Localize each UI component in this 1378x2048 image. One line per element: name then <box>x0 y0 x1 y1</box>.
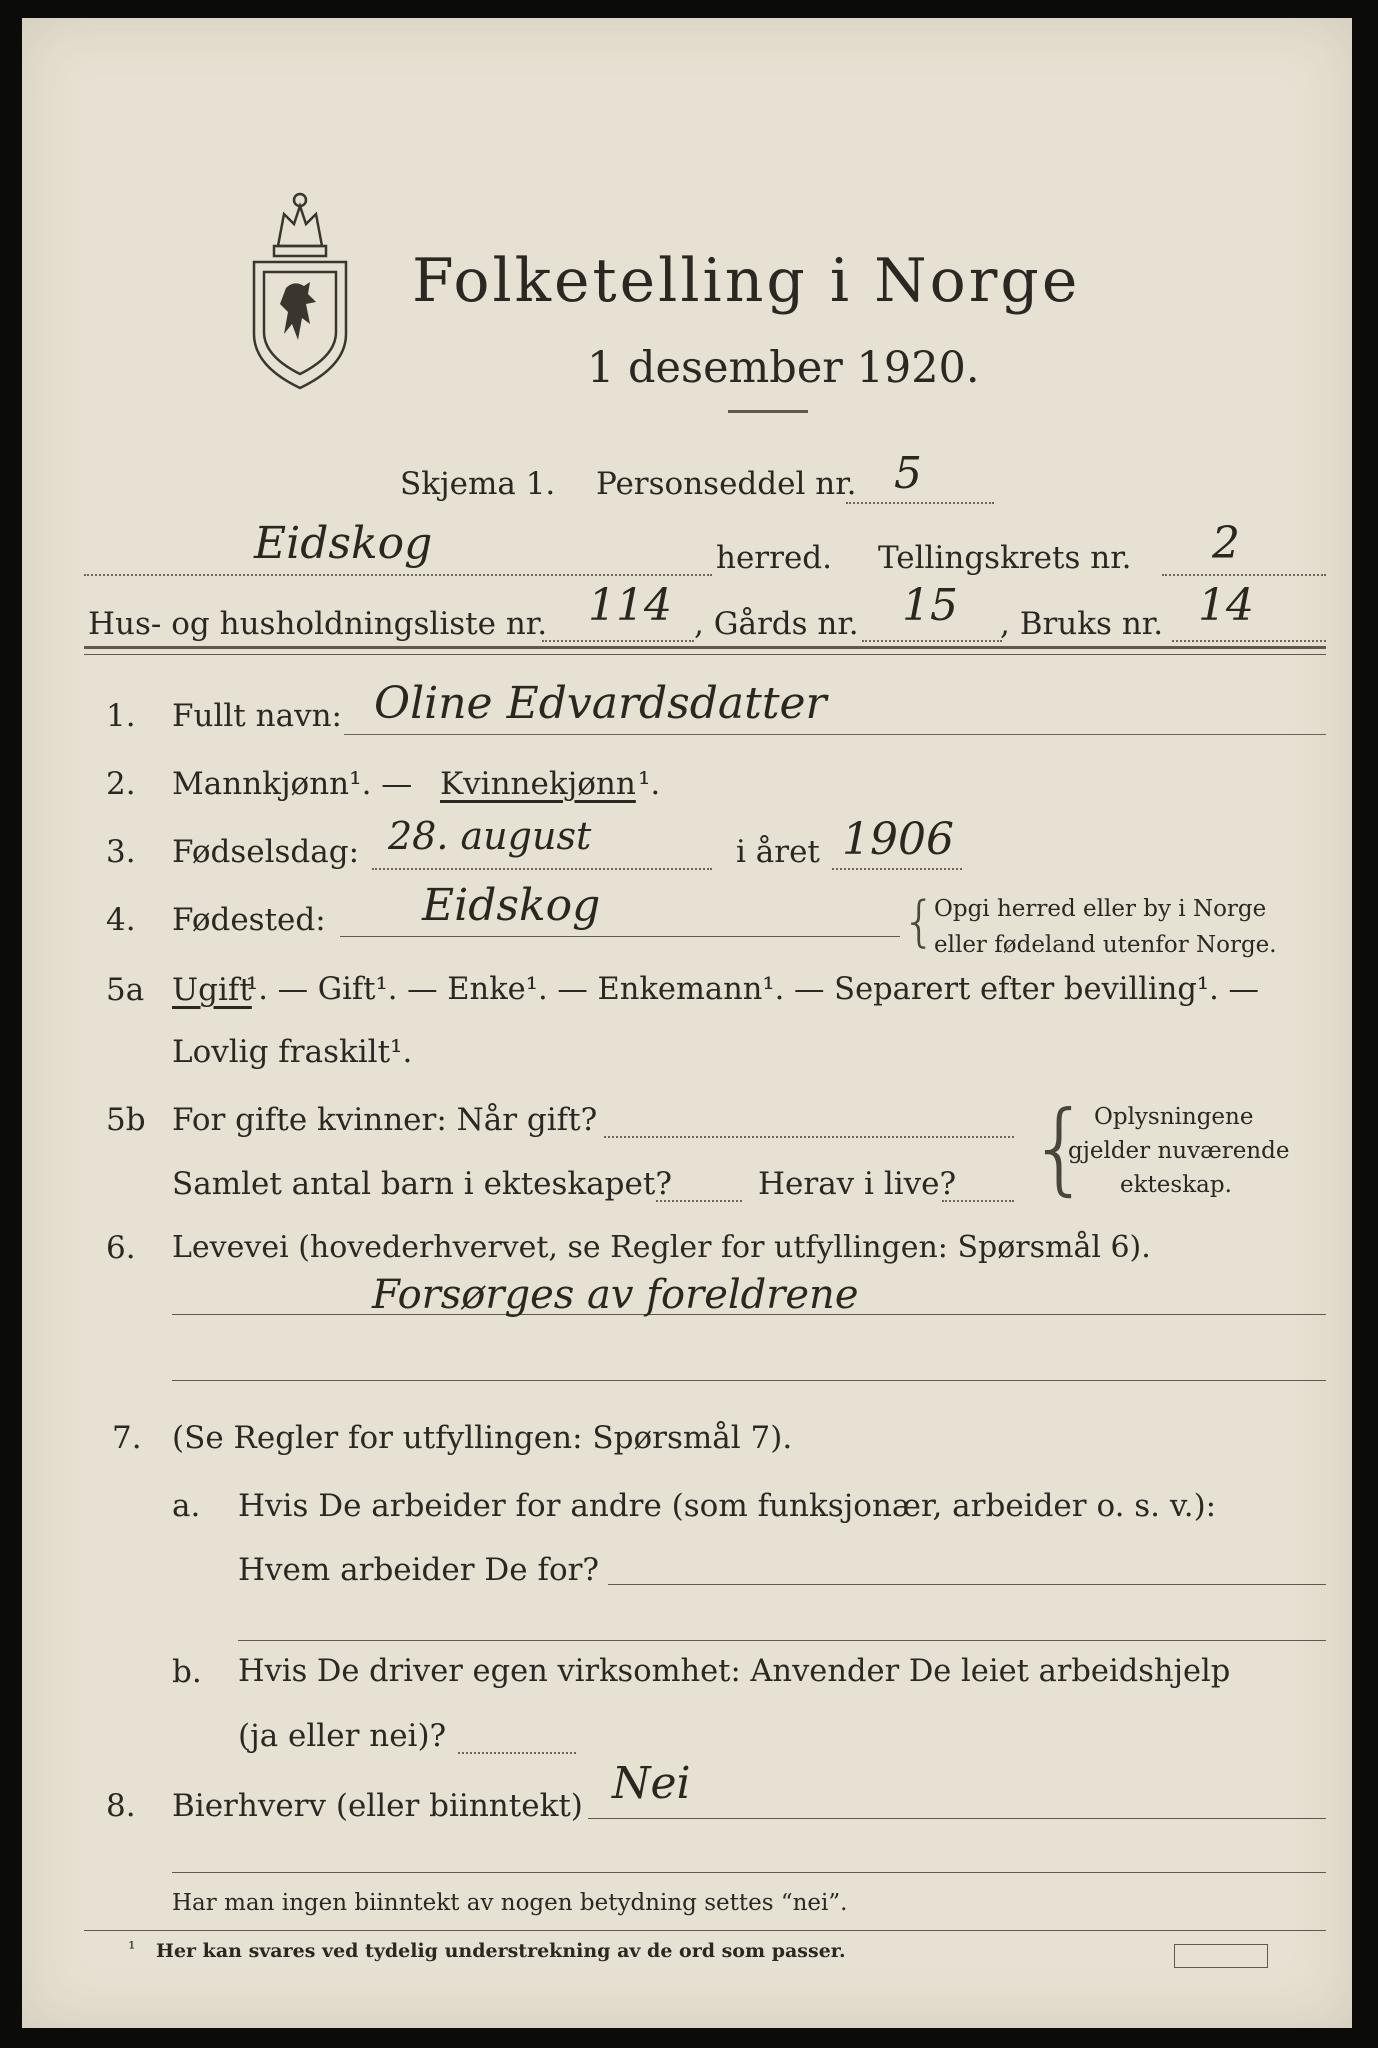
q4-note-line1: Opgi herred eller by i Norge <box>934 896 1267 922</box>
q3-year-line <box>832 868 962 870</box>
tellingskrets-label: Tellingskrets nr. <box>878 540 1132 576</box>
footnote-mark: ¹ <box>128 1938 136 1960</box>
no-income-note: Har man ingen biinntekt av nogen betydning settes “nei”. <box>172 1890 848 1916</box>
herred-line <box>84 574 712 576</box>
herred-label: herred. <box>716 540 832 576</box>
q5b-alive-line <box>942 1200 1014 1202</box>
q7a-question-line1: Hvis De arbeider for andre (som funksjonær, arbeider o. s. v.): <box>238 1488 1217 1524</box>
q6-label: Levevei (hovederhvervet, se Regler for utfyllingen: Spørsmål 6). <box>172 1230 1151 1265</box>
bruks-label: , Bruks nr. <box>1000 606 1164 642</box>
q7-label: (Se Regler for utfyllingen: Spørsmål 7). <box>172 1420 793 1456</box>
q6-number: 6. <box>106 1230 136 1266</box>
q6-value[interactable]: Forsørges av foreldrene <box>372 1272 859 1318</box>
husliste-value[interactable]: 114 <box>588 580 672 631</box>
header-rule-bottom <box>84 654 1326 655</box>
footnote-text: Her kan svares ved tydelig understrekning av de ord som passer. <box>156 1940 846 1962</box>
q7-number: 7. <box>112 1420 142 1456</box>
norwegian-coat-of-arms-icon <box>244 184 356 392</box>
q4-note-line2: eller fødeland utenfor Norge. <box>934 932 1277 958</box>
q7b-question-line1: Hvis De driver egen virksomhet: Anvender De leiet arbeidshjelp <box>238 1654 1231 1689</box>
q1-line <box>344 734 1326 735</box>
q7a-question-line2: Hvem arbeider De for? <box>238 1552 600 1588</box>
husliste-label: Hus- og husholdningsliste nr. <box>88 606 548 642</box>
q5b-children-line <box>656 1200 742 1202</box>
q8-line <box>588 1818 1326 1819</box>
q7a-line-1 <box>608 1584 1326 1585</box>
q5a-options[interactable]: ¹. — Gift¹. — Enke¹. — Enkemann¹. — Separert efter bevilling¹. — <box>246 972 1260 1007</box>
q5b-note-line3: ekteskap. <box>1120 1172 1232 1198</box>
q1-label: Fullt navn: <box>172 698 342 734</box>
census-form-page <box>22 18 1352 2028</box>
q8-number: 8. <box>106 1788 136 1824</box>
personseddel-line <box>846 502 994 504</box>
q2-number: 2. <box>106 766 136 802</box>
q5b-brace: { <box>1028 1089 1092 1206</box>
personseddel-value[interactable]: 5 <box>894 448 922 499</box>
personseddel-label: Personseddel nr. <box>596 466 857 502</box>
bruks-line <box>1172 640 1326 642</box>
q5a-number: 5a <box>106 972 145 1008</box>
herred-value[interactable]: Eidskog <box>254 518 433 569</box>
q4-line <box>340 936 900 937</box>
q3-number: 3. <box>106 834 136 870</box>
q2-male-option[interactable]: Mannkjønn¹. — <box>172 766 413 802</box>
tellingskrets-value[interactable]: 2 <box>1212 518 1240 569</box>
gards-line <box>862 640 1002 642</box>
footnote-rule <box>84 1930 1326 1931</box>
q6-line-2 <box>172 1380 1326 1381</box>
q3-line <box>372 868 712 870</box>
tellingskrets-line <box>1162 574 1326 576</box>
husliste-line <box>542 640 694 642</box>
q5b-number: 5b <box>106 1102 146 1138</box>
q5b-alive-label: Herav i live? <box>758 1166 957 1202</box>
header-rule-top <box>84 646 1326 649</box>
q5b-note-line2: gjelder nuværende <box>1068 1138 1290 1164</box>
q4-label: Fødested: <box>172 902 326 938</box>
q8-line-2 <box>172 1872 1326 1873</box>
printer-stamp <box>1174 1944 1268 1968</box>
q7a-line-2 <box>238 1640 1326 1641</box>
q5a-ugift-option[interactable]: Ugift <box>172 972 252 1008</box>
q5b-children-label: Samlet antal barn i ekteskapet? <box>172 1166 672 1202</box>
q5b-married-when-line <box>604 1136 1014 1138</box>
q4-brace: { <box>902 890 937 953</box>
q5b-note-line1: Oplysningene <box>1094 1104 1254 1130</box>
q3-label: Fødselsdag: <box>172 834 360 870</box>
bruks-value[interactable]: 14 <box>1198 580 1254 631</box>
q5b-married-when-label: For gifte kvinner: Når gift? <box>172 1102 598 1138</box>
q3-year-value[interactable]: 1906 <box>842 814 954 865</box>
q7b-question-line2: (ja eller nei)? <box>238 1718 447 1754</box>
q4-value[interactable]: Eidskog <box>422 880 601 931</box>
q4-number: 4. <box>106 902 136 938</box>
gards-label: , Gårds nr. <box>694 606 859 642</box>
q7b-letter: b. <box>172 1654 202 1690</box>
schema-label: Skjema 1. <box>400 466 556 502</box>
q1-value[interactable]: Oline Edvardsdatter <box>374 678 827 729</box>
q3-year-label: i året <box>736 834 820 870</box>
q8-value[interactable]: Nei <box>612 1758 691 1809</box>
q2-female-option[interactable]: Kvinnekjønn <box>440 766 636 802</box>
q1-number: 1. <box>106 698 136 734</box>
q7a-letter: a. <box>172 1488 201 1524</box>
q2-female-footnote-mark: ¹. <box>638 766 661 802</box>
gards-value[interactable]: 15 <box>902 580 958 631</box>
census-date: 1 desember 1920. <box>587 343 980 393</box>
page-title: Folketelling i Norge <box>412 246 1081 316</box>
q7b-line <box>458 1752 576 1754</box>
title-rule <box>728 410 808 413</box>
q8-label: Bierhverv (eller biinntekt) <box>172 1788 583 1824</box>
q5a-fraskilt-option[interactable]: Lovlig fraskilt¹. <box>172 1034 413 1070</box>
q3-value[interactable]: 28. august <box>388 814 592 858</box>
